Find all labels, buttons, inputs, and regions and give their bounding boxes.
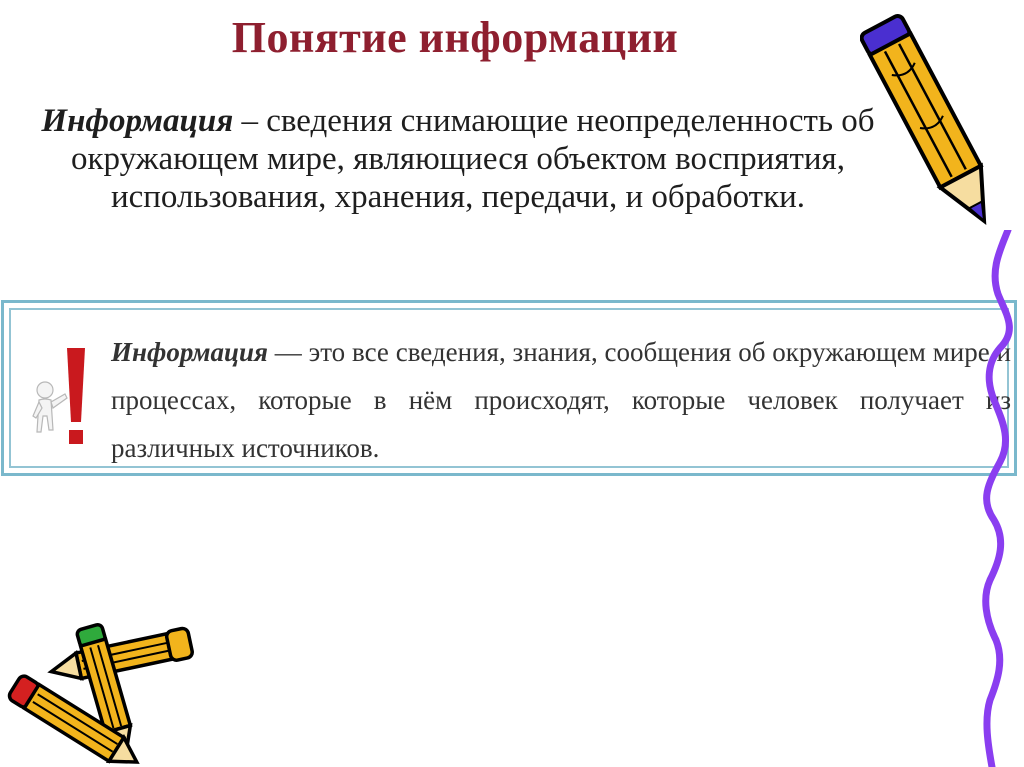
slide-title: Понятие информации bbox=[231, 13, 679, 62]
callout-inner-frame bbox=[9, 308, 1009, 468]
exclamation-figure-icon bbox=[31, 340, 101, 460]
definition-paragraph bbox=[8, 102, 908, 216]
definition-callout-box bbox=[1, 300, 1017, 476]
callout-body: — это все сведения, знания, сообщения об окружающем мире и процессах, которые в нём происходят, которые человек получает из различных источников. bbox=[111, 337, 1011, 463]
squiggle-line bbox=[960, 230, 1024, 767]
pencil-icon bbox=[860, 0, 1010, 245]
callout-term: Информация bbox=[111, 337, 268, 367]
definition-term: Информация bbox=[41, 103, 234, 139]
crossed-pencils-icon bbox=[0, 618, 210, 767]
definition-text: – сведения снимающие неопределенность об окружающем мире, являющиеся объектом восприятия, использования, хранения, передачи, и обработки. bbox=[71, 103, 875, 215]
callout-text bbox=[111, 328, 1011, 472]
